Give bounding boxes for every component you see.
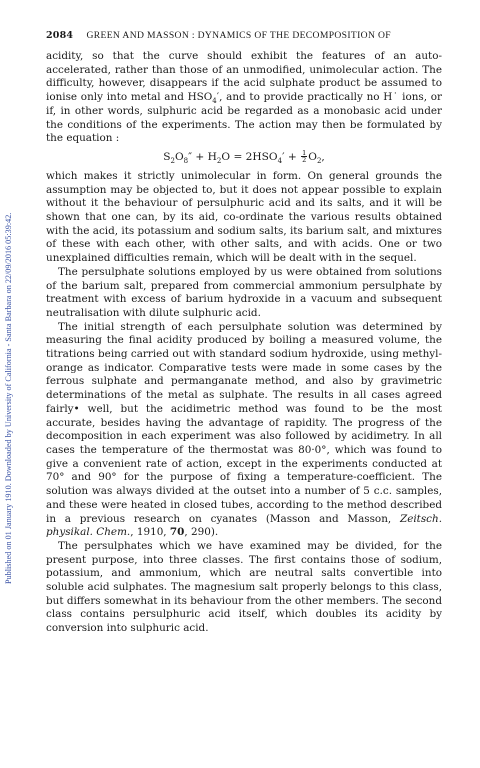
paragraph-3: The persulphate solutions employed by us were obtained from solutions of the barium salt, prepared from commercial ammonium persulphate by treatment with excess of barium hydroxide in a vacuum and subsequent neutralisation with dilute sulphuric acid. xyxy=(46,265,442,319)
paragraph-2: which makes it strictly unimolecular in form. On general grounds the assumption may be objected to, but it does not appear possible to explain without it the behaviour of persulphuric acid and its salts, and it will be shown that one can, by its aid, co-ordinate the various results obtained with the acid, its potassium and sodium salts, its barium salt, and mixtures of these with each other, with other salts, and with acids. One or two unexplained difficulties remain, which will be dealt with in the sequel. xyxy=(46,169,442,265)
paragraph-1: acidity, so that the curve should exhibit the features of an auto-accelerated, rather than those of an unmodified, unimolecular action. The difficulty, however, disappears if the acid sulphate product be assumed to ionise only into metal and $HSO_4'$, and to provide practically no H˙ ions, or if, in other words, sulphuric acid be regarded as a monobasic acid under the conditions of the experiments. The action may then be formulated by the equation : xyxy=(46,50,443,145)
equation: $S_2O_8'' + H_2O = 2HSO_4'$ + $\frac{1}{2}$ $O_2$, xyxy=(163,149,325,166)
volume-number: 70 xyxy=(169,526,185,539)
running-title: GREEN AND MASSON : DYNAMICS OF THE DECOMPOSITION OF xyxy=(86,30,391,41)
running-head xyxy=(46,30,442,41)
publication-watermark: Published on 01 January 1910. Downloaded by University of California - Santa Barbara on 22/09/2016 05:39:42. xyxy=(4,212,13,584)
paragraph-4: The initial strength of each persulphate solution was determined by measuring the final acidity produced by boiling a measured volume, the titrations being carried out with standard sodium hydroxide, using methyl-orange as indicator. Comparative tests were made in some cases by the ferrous sulphate and permanganate method, and also by gravimetric determinations of the metal as sulphate. The results in all cases agreed fairly• well, but the acidimetric method was found to be the most accurate, besides having the advantage of rapidity. The progress of the decomposition in each experiment was also followed by acidimetry. In all cases the temperature of the thermostat was 80·0°, which was found to give a convenient rate of action, except in the experiments conducted at 70° and 90° for the purpose of fixing a temperature-coefficient. The solution was always divided at the outset into a number of 5 c.c. samples, and these were heated in closed tubes, according to the method described in a previous research on cyanates (Masson and Masson, Zeitsch. physikal. Chem., 1910, 70, 290). xyxy=(46,320,442,539)
journal-citation: Zeitsch. physikal. Chem. xyxy=(46,512,442,539)
paragraph-5: The persulphates which we have examined may be divided, for the present purpose, into three classes. The first contains those of sodium, potassium, and ammonium, which are neutral salts convertible into soluble acid sulphates. The magnesium salt properly belongs to this class, but differs somewhat in its behaviour from the other members. The second class contains persulphuric acid itself, which doubles its acidity by conversion into sulphuric acid. xyxy=(46,539,442,635)
body-text xyxy=(46,50,442,636)
page xyxy=(46,30,442,636)
one-half-fraction: $\frac{1}{2}$ xyxy=(302,149,307,165)
page-number: 2084 xyxy=(46,30,74,41)
